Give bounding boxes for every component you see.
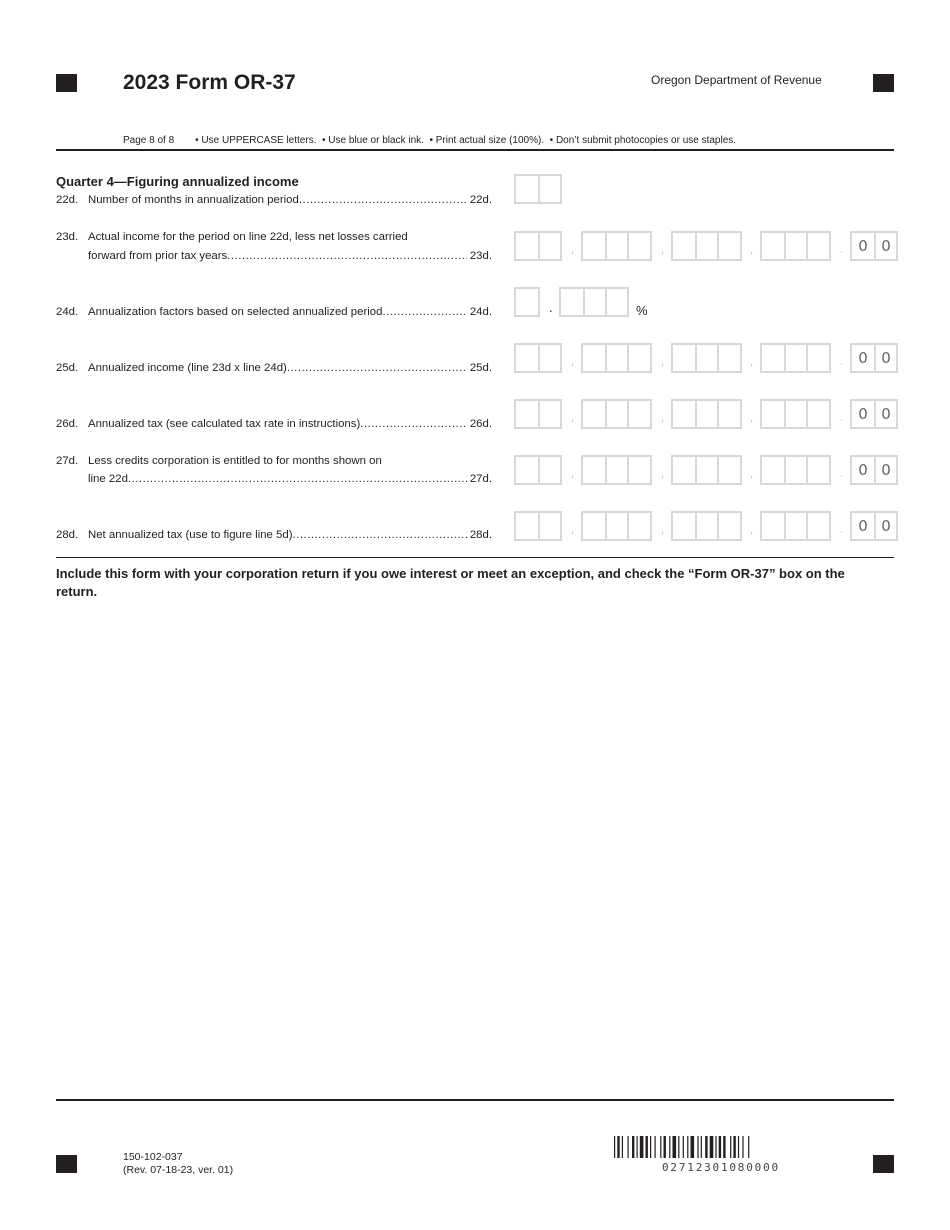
barcode-bar	[683, 1136, 684, 1158]
barcode-bar	[691, 1136, 695, 1158]
digit-group[interactable]	[514, 455, 562, 485]
form-revision: (Rev. 07-18-23, ver. 01)	[123, 1164, 234, 1176]
digit-group[interactable]	[514, 399, 562, 429]
line-24d-ref: 24d.	[469, 306, 492, 318]
thousands-separator: ,	[661, 524, 665, 536]
line-27d-label	[88, 473, 492, 485]
digit-group[interactable]	[760, 511, 831, 541]
registration-mark-top-left	[56, 74, 77, 92]
line-24d-factor-whole-input[interactable]	[514, 287, 540, 317]
barcode-bar	[669, 1136, 670, 1158]
line-28d-label	[88, 529, 492, 541]
digit-group[interactable]	[581, 511, 652, 541]
cents-digit: 0	[874, 233, 896, 259]
barcode-bar	[715, 1136, 716, 1158]
line-27d-text2: line 22d	[88, 473, 128, 485]
decimal-point: .	[840, 356, 844, 368]
line-25d-ref: 25d.	[469, 362, 492, 374]
line-25d-label	[88, 362, 492, 374]
footer-divider	[56, 1099, 894, 1101]
line-27d-text: Less credits corporation is entitled to for months shown on	[88, 455, 382, 467]
digit-group[interactable]	[581, 455, 652, 485]
digit-group[interactable]	[671, 343, 742, 373]
barcode-bar	[632, 1136, 634, 1158]
line-26d-number: 26d.	[56, 418, 79, 430]
barcode-bar	[738, 1136, 739, 1158]
thousands-separator: ,	[750, 412, 754, 424]
digit-group[interactable]	[760, 231, 831, 261]
line-27d-ref: 27d.	[469, 473, 492, 485]
decimal-point: .	[840, 524, 844, 536]
page-number: Page 8 of 8	[123, 135, 175, 146]
thousands-separator: ,	[750, 468, 754, 480]
line-24d-factor-decimal-input[interactable]	[559, 287, 629, 317]
thousands-separator: ,	[571, 468, 575, 480]
line-23d-number: 23d.	[56, 231, 79, 243]
thousands-separator: ,	[571, 412, 575, 424]
digit-group[interactable]	[581, 399, 652, 429]
cents-digit: 0	[858, 349, 868, 367]
barcode-bar	[719, 1136, 721, 1158]
line-22d-label	[88, 194, 492, 206]
digit-group[interactable]	[671, 399, 742, 429]
thousands-separator: ,	[750, 356, 754, 368]
line-28d-text: Net annualized tax (use to figure line 5d)	[88, 529, 293, 541]
barcode-bar	[646, 1136, 648, 1158]
digit-group[interactable]	[514, 231, 562, 261]
header-divider	[56, 149, 894, 151]
registration-mark-top-right	[873, 74, 894, 92]
digit-group[interactable]	[671, 231, 742, 261]
line-23d-text: Actual income for the period on line 22d, less net losses carried	[88, 231, 408, 243]
line-26d-ref: 26d.	[469, 418, 492, 430]
line-23d-text2: forward from prior tax years	[88, 250, 228, 262]
line-28d-number: 28d.	[56, 529, 79, 541]
cents-field	[850, 455, 898, 485]
decimal-point: .	[840, 244, 844, 256]
cents-field	[850, 231, 898, 261]
digit-group[interactable]	[760, 399, 831, 429]
line-22d-text: Number of months in annualization period	[88, 194, 299, 206]
decimal-point: .	[840, 468, 844, 480]
cents-digit: 0	[858, 405, 868, 423]
barcode-bar	[660, 1136, 661, 1158]
thousands-separator: ,	[750, 524, 754, 536]
digit-group[interactable]	[581, 343, 652, 373]
thousands-separator: ,	[571, 524, 575, 536]
thousands-separator: ,	[571, 356, 575, 368]
section-title: Quarter 4—Figuring annualized income	[56, 174, 299, 189]
cents-field	[850, 399, 898, 429]
barcode-bar	[664, 1136, 666, 1158]
barcode-bar	[640, 1136, 644, 1158]
digit-group[interactable]	[581, 231, 652, 261]
cents-digit: 0	[874, 401, 896, 427]
filing-note: Include this form with your corporation return if you owe interest or meet an exception, and check the “Form OR-37” box on the return.	[56, 566, 845, 599]
barcode-bar	[697, 1136, 698, 1158]
thousands-separator: ,	[750, 244, 754, 256]
cents-digit: 0	[858, 461, 868, 479]
thousands-separator: ,	[571, 244, 575, 256]
line-24d-number: 24d.	[56, 306, 79, 318]
line-25d-number: 25d.	[56, 362, 79, 374]
barcode-bar	[742, 1136, 743, 1158]
barcode-bar	[673, 1136, 677, 1158]
line-23d-label	[88, 250, 492, 262]
thousands-separator: ,	[661, 412, 665, 424]
barcode-image	[614, 1136, 826, 1158]
form-number-block	[123, 1151, 233, 1177]
line-23d-ref: 23d.	[469, 250, 492, 262]
barcode-bar	[733, 1136, 735, 1158]
registration-mark-bottom-right	[873, 1155, 894, 1173]
instructions-text: • Use UPPERCASE letters. • Use blue or black ink. • Print actual size (100%). • Don’t submit photocopies or use staples.	[195, 135, 737, 146]
digit-group[interactable]	[760, 343, 831, 373]
line-24d-decimal-point: .	[549, 300, 553, 315]
barcode-number: 02712301080000	[662, 1161, 780, 1174]
barcode-bar	[650, 1136, 651, 1158]
form-number: 150-102-037	[123, 1151, 183, 1163]
decimal-point: .	[840, 412, 844, 424]
digit-group[interactable]	[671, 511, 742, 541]
form-title: 2023 Form OR-37	[123, 71, 296, 94]
line-24d-text: Annualization factors based on selected annualized period	[88, 306, 383, 318]
barcode-bar	[723, 1136, 725, 1158]
line-22d-months-input[interactable]	[514, 174, 562, 204]
cents-digit: 0	[858, 517, 868, 535]
line-26d-label	[88, 418, 492, 430]
barcode-bar	[617, 1136, 619, 1158]
barcode-bar	[705, 1136, 707, 1158]
cents-digit: 0	[874, 513, 896, 539]
barcode-bar	[701, 1136, 702, 1158]
digit-group[interactable]	[671, 455, 742, 485]
line-28d-ref: 28d.	[469, 529, 492, 541]
registration-mark-bottom-left	[56, 1155, 77, 1173]
line-22d-number: 22d.	[56, 194, 79, 206]
barcode-bar	[748, 1136, 749, 1158]
barcode-bar	[622, 1136, 623, 1158]
cents-digit: 0	[858, 237, 868, 255]
page-instructions	[123, 135, 736, 146]
line-25d-text: Annualized income (line 23d x line 24d)	[88, 362, 287, 374]
digit-group[interactable]	[760, 455, 831, 485]
agency-name: Oregon Department of Revenue	[651, 73, 822, 87]
line-24d-percent-sign: %	[636, 303, 648, 318]
barcode-bar	[710, 1136, 714, 1158]
barcode-bar	[628, 1136, 629, 1158]
barcode-bar	[678, 1136, 679, 1158]
cents-digit: 0	[874, 345, 896, 371]
line-27d-number: 27d.	[56, 455, 79, 467]
barcode-bar	[687, 1136, 688, 1158]
digit-group[interactable]	[514, 343, 562, 373]
cents-digit: 0	[874, 457, 896, 483]
barcode-bar	[614, 1136, 615, 1158]
cents-field	[850, 343, 898, 373]
section-divider	[56, 557, 894, 558]
thousands-separator: ,	[661, 356, 665, 368]
line-24d-label	[88, 306, 492, 318]
line-22d-ref: 22d.	[469, 194, 492, 206]
cents-field	[850, 511, 898, 541]
barcode-bar	[637, 1136, 638, 1158]
barcode-bar	[730, 1136, 731, 1158]
thousands-separator: ,	[661, 468, 665, 480]
digit-group[interactable]	[514, 511, 562, 541]
thousands-separator: ,	[661, 244, 665, 256]
line-26d-text: Annualized tax (see calculated tax rate in instructions)	[88, 418, 361, 430]
barcode-bar	[655, 1136, 656, 1158]
